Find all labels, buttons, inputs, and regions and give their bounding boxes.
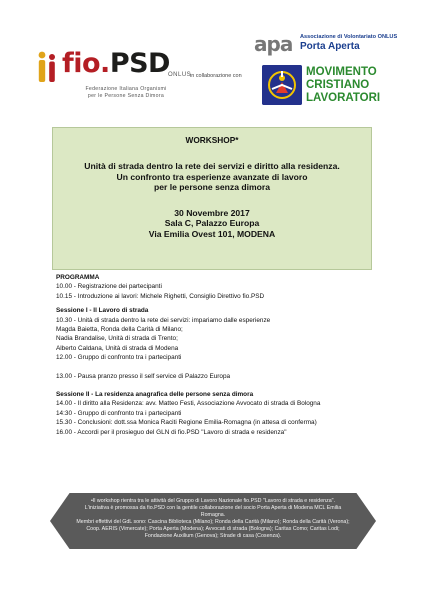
mcl-logo [262, 65, 412, 109]
mcl-emblem-icon [262, 65, 302, 105]
workshop-title [62, 161, 362, 193]
porta-aperta-logo [254, 32, 404, 56]
programme-item: 14:30 - Gruppo di confronto tra i partecipanti [56, 409, 182, 417]
programme-item: Alberto Caldana, Unità di strada di Modena [56, 344, 179, 352]
fio-subtitle-line-2: per le Persone Senza Dimora [87, 93, 165, 99]
workshop-room: Sala C, Palazzo Europa [164, 218, 260, 228]
programme [56, 273, 386, 437]
programme-item: Nadia Brandalise, Unità di strada di Trento; [56, 335, 178, 343]
workshop-title-line-3: per le persone senza dimora [153, 182, 271, 192]
session-2-title: Sessione II - La residenza anagrafica delle persone senza dimora [56, 391, 254, 399]
mcl-line-2: CRISTIANO [306, 79, 370, 91]
workshop-title-line-1: Unità di strada dentro la rete dei servizi e diritto alla residenza. [84, 161, 340, 171]
fio-subtitle [78, 86, 174, 100]
mcl-line-1: MOVIMENTO [306, 66, 377, 78]
programme-item: 10.15 - Introduzione ai lavori: Michele Righetti, Consiglio Direttivo fio.PSD [56, 292, 265, 300]
programme-item: 15.30 - Conclusioni: dott.ssa Monica Raciti Regione Emilia-Romagna (in attesa di conferma) [56, 419, 317, 427]
lunch-break-item: 13.00 - Pausa pranzo presso il self service di Palazzo Europa [56, 372, 231, 380]
apa-logo-mark [254, 32, 292, 56]
programme-item: 10.00 - Registrazione dei partecipanti [56, 283, 162, 291]
collaboration-label: in collaborazione con [190, 73, 242, 79]
mcl-wordmark [306, 66, 380, 105]
footer-note [72, 498, 354, 541]
psd-wordmark-part: PSD [109, 48, 170, 79]
programme-item: 16.00 - Accordi per il prosieguo del GLN di fio.PSD "Lavoro di strada e residenza" [56, 428, 287, 436]
workshop-label: WORKSHOP* [185, 135, 239, 145]
footer-note-line: Membri effettivi del GdL sono: Cascina Biblioteca (Milano); Ronda della Carità (Milano); Ronda della Carità (Verona); [76, 519, 350, 526]
workshop-date: 30 Novembre 2017 [174, 207, 250, 218]
programme-heading: PROGRAMMA [56, 274, 100, 281]
workshop-address: Via Emilia Ovest 101, MODENA [148, 228, 276, 239]
people-figures-icon [36, 50, 60, 84]
footer-note-line: Coop. AERIS (Vimercate); Porta Aperta (Modena); Avvocati di strada (Bologna); Caritas Como; Caritas Lodi; [86, 526, 340, 533]
apa-association-label: Associazione di Volontariato ONLUS [300, 34, 398, 40]
fio-onlus-label: ONLUS [168, 72, 192, 78]
programme-item: 12.00 - Gruppo di confronto tra i partecipanti [56, 354, 182, 362]
fio-wordmark-part: fio. [62, 48, 110, 79]
session-1-title: Sessione I - Il Lavoro di strada [56, 307, 149, 315]
programme-item: 14.00 - Il diritto alla Residenza: avv. Matteo Festi, Associazione Avvocato di strada di Bologna [56, 400, 321, 408]
footer-note-line: L'iniziativa è promossa da fio.PSD con la gentile collaborazione del socio Porta Aperta di Modena MCL Emilia Romagna. [84, 505, 342, 519]
fio-subtitle-line-1: Federazione Italiana Organismi [85, 86, 167, 92]
footer-note-line: •Il workshop rientra tra le attività del Gruppo di Lavoro Nazionale fio.PSD "Lavoro di strada e residenza". [90, 498, 336, 504]
programme-item: 10.30 - Unità di strada dentro la rete dei servizi: impariamo dalle esperienze [56, 316, 271, 324]
mcl-line-3: LAVORATORI [306, 92, 381, 104]
apa-mark-text: apa [254, 32, 293, 56]
footer-note-line: Fondazione Auxilium (Genova); Strade di casa (Cosenza). [144, 533, 282, 540]
workshop-banner [52, 127, 372, 270]
apa-name-label: Porta Aperta [300, 41, 360, 52]
workshop-date-place [53, 208, 371, 240]
fio-psd-logo [24, 46, 194, 106]
workshop-title-line-2: Un confronto tra esperienze avanzate di lavoro [116, 171, 308, 182]
fio-psd-wordmark [62, 48, 170, 79]
programme-item: Magda Baietta, Ronda della Carità di Milano; [56, 326, 183, 334]
